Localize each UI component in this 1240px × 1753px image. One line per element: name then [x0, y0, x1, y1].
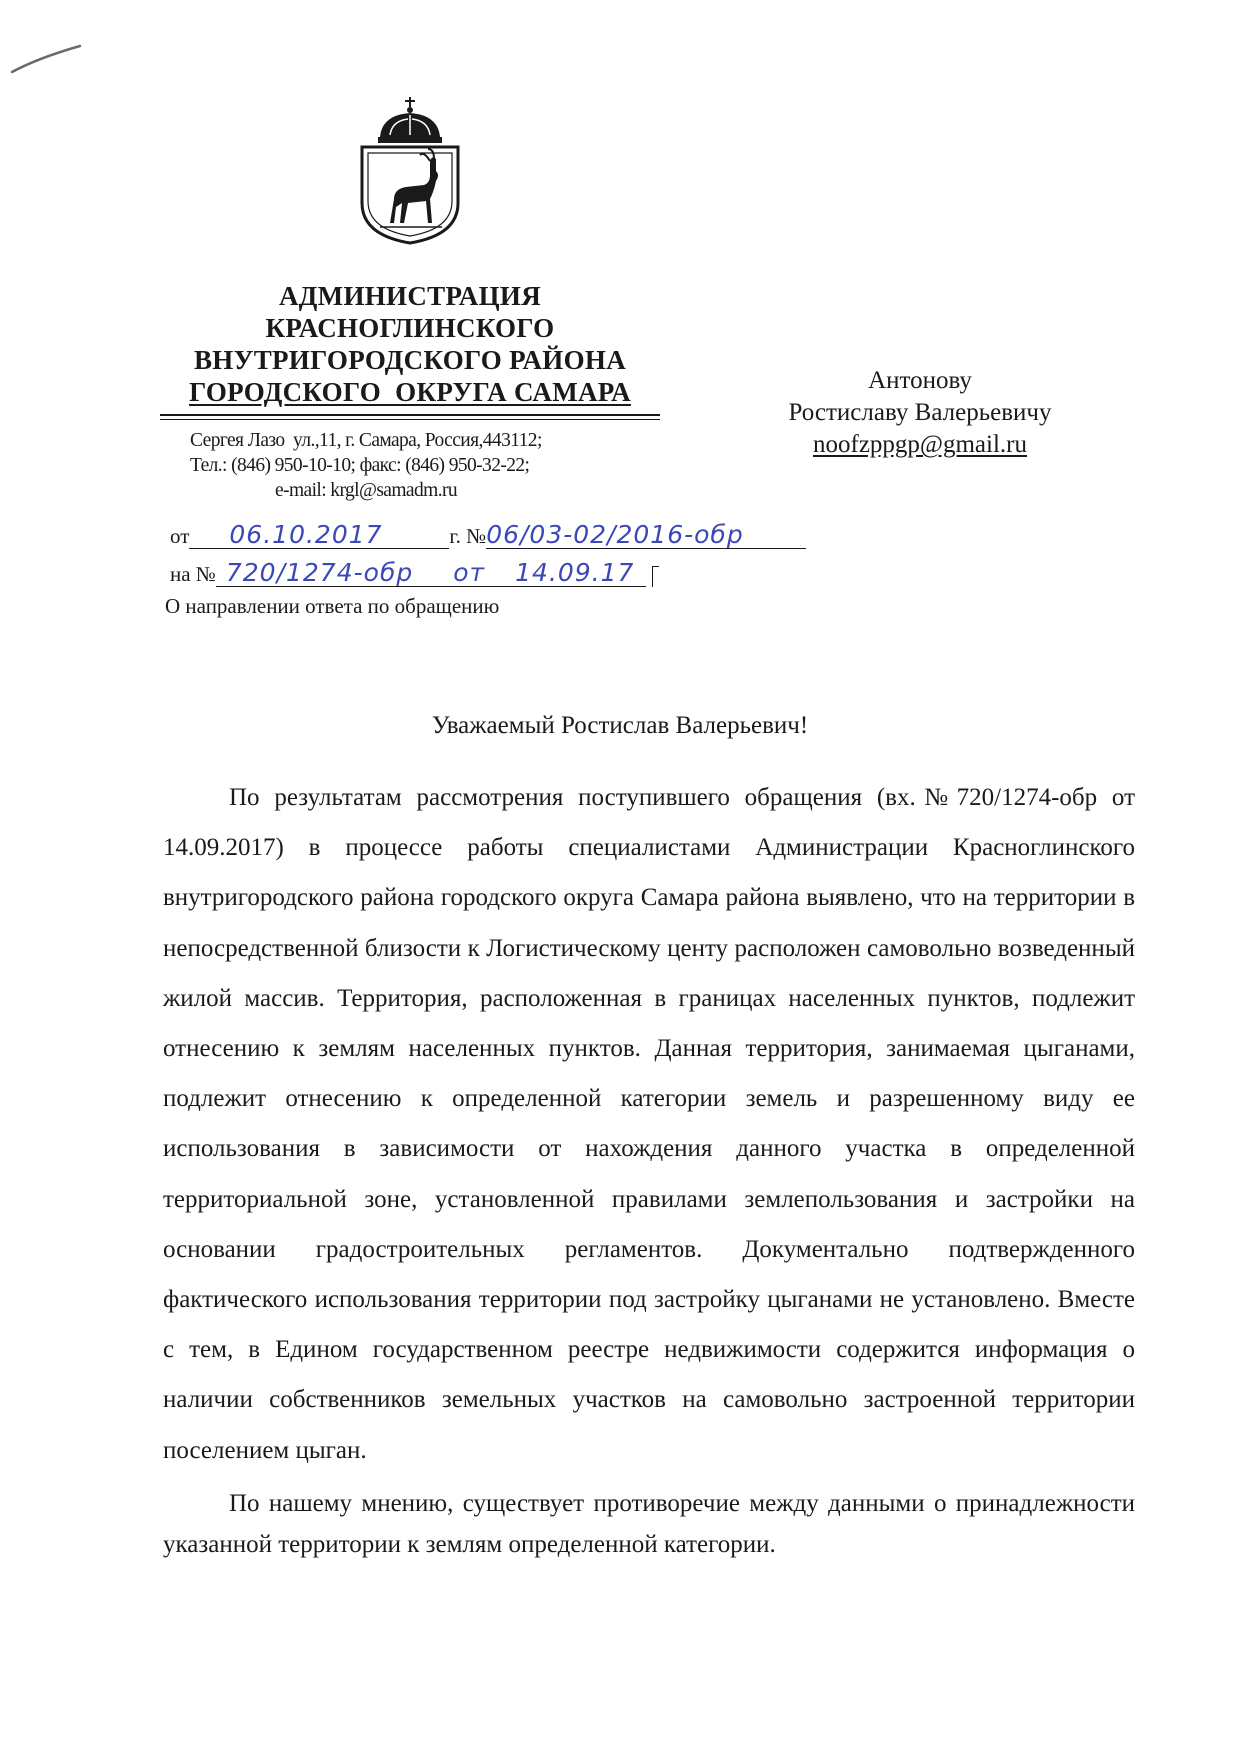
registration-line [170, 522, 806, 549]
handwritten-date: 06.10.2017 [229, 520, 383, 549]
ref-label: на № [170, 562, 216, 586]
recipient-name: Ростиславу Валерьевичу [788, 399, 1052, 426]
letter-body [163, 773, 1148, 1565]
org-name-line: КРАСНОГЛИНСКОГО [265, 313, 555, 343]
org-name-line: ГОРОДСКОГО ОКРУГА САМАРА [189, 377, 631, 407]
org-address: Сергея Лазо ул.,11, г. Самара, Россия,443112; [190, 430, 542, 451]
recipient-email[interactable]: noofzppgp@gmail.ru [813, 431, 1027, 458]
header-divider [160, 414, 660, 420]
body-paragraph: По результатам рассмотрения поступившего обращения (вх.№720/1274-обр от 14.09.2017) в процессе работы специалистами Администрации Красноглинского внутригородского района городского округа Самара района выявлено, что на территории в непосредственной близости к Логистическому центу расположен самовольно возведенный жилой массив. Территория, расположенная в границах населенных пунктов, подлежит отнесению к землям населенных пунктов. Данная территория, занимаемая цыганами, подлежит отнесению к определенной категории земель и разрешенному виду ее использования в зависимости от нахождения данного участка в определенной территориальной зоне, установленной правилами землепользования и застройки на основании градостроительных регламентов. Документально подтвержденного фактического использования территории под застройку цыганами не установлено. Вместе с тем, в Едином государственном реестре недвижимости содержится информация о наличии собственников земельных участков на самовольно застроенной территории поселением цыган. [163, 784, 1135, 1464]
reference-line [170, 560, 659, 587]
letter-subject: О направлении ответа по обращению [165, 594, 500, 618]
org-email: e-mail: krgl@samadm.ru [275, 480, 458, 501]
number-field [486, 522, 806, 549]
samara-coat-of-arms-icon [350, 95, 470, 245]
body-paragraph: По нашему мнению, существует противоречие между данными о принадлежности указанной территории к землям определенной категории. [163, 1489, 1148, 1558]
organization-header [150, 280, 670, 420]
date-field [189, 522, 449, 549]
number-label: г. № [449, 524, 487, 548]
handwritten-ref-number: 720/1274-обр [225, 558, 414, 587]
corner-bracket [652, 566, 659, 587]
org-name-line: ВНУТРИГОРОДСКОГО РАЙОНА [193, 345, 626, 375]
handwritten-ref-date: 14.09.17 [515, 558, 635, 587]
org-contacts [190, 428, 670, 503]
recipient-surname: Антонову [868, 367, 972, 394]
recipient-block [720, 365, 1120, 461]
pen-stroke-mark [8, 40, 83, 80]
handwritten-number: 06/03-02/2016-обр [486, 520, 744, 549]
from-label: от [170, 524, 190, 548]
org-phones: Тел.: (846) 950-10-10; факс: (846) 950-32-22; [190, 455, 530, 476]
handwritten-ref-from: от [453, 558, 486, 587]
salutation: Уважаемый Ростислав Валерьевич! [431, 712, 809, 739]
ref-field [216, 560, 646, 587]
org-name-line: АДМИНИСТРАЦИЯ [278, 281, 541, 311]
